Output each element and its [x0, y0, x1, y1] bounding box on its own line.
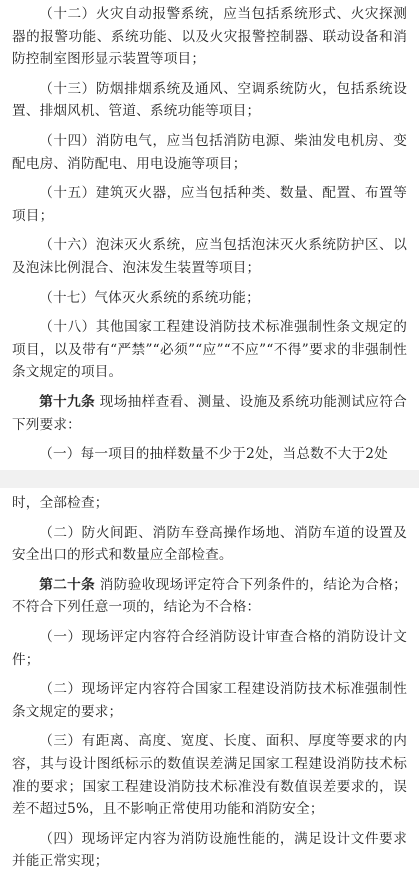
page-separator	[0, 470, 419, 488]
paragraph-article-19-item-2: （二）防火间距、消防车登高操作场地、消防车道的设置及安全出口的形式和数量应全部检查。	[12, 524, 407, 564]
paragraph-item-17: （十七）气体灭火系统的系统功能；	[39, 289, 260, 306]
paragraph-article-20-item-3: （三）有距离、高度、宽度、长度、面积、厚度等要求的内容，其与设计图纸标示的数值误差满足国家工程建设消防技术标准的要求；国家工程建设消防技术标准没有数值误差要求的，误差不超过5%，且不影响正常使用功能和消防安全；	[12, 733, 407, 818]
paragraph-article-19-item-1-start: （一）每一项目的抽样数量不少于2处，当总数不大于2处	[39, 446, 388, 463]
article-20-text: 消防验收现场评定符合下列条件的，结论为合格；不符合下列任意一项的，结论为不合格：	[12, 576, 407, 616]
article-19-number: 第十九条	[39, 393, 96, 410]
paragraph-item-15: （十五）建筑灭火器，应当包括种类、数量、配置、布置等项目；	[12, 185, 407, 224]
paragraph-item-14: （十四）消防电气，应当包括消防电源、柴油发电机房、变配电房、消防配电、用电设施等项目；	[12, 132, 407, 172]
paragraph-article-19-item-1-end: 时，全部检查；	[12, 495, 109, 511]
document-page-bottom	[0, 488, 419, 877]
paragraph-article-20-item-1: （一）现场评定内容符合经消防设计审查合格的消防设计文件；	[12, 628, 407, 668]
paragraph-article-20	[12, 574, 407, 619]
paragraph-item-12: （十二）火灾自动报警系统，应当包括系统形式、火灾探测器的报警功能、系统功能、以及火灾报警控制器、联动设备和消防控制室图形显示装置等项目；	[12, 6, 407, 68]
paragraph-item-16: （十六）泡沫灭火系统，应当包括泡沫灭火系统防护区、以及泡沫比例混合、泡沫发生装置等项目；	[12, 237, 407, 276]
paragraph-article-20-item-2: （二）现场评定内容符合国家工程建设消防技术标准强制性条文规定的要求；	[12, 681, 407, 720]
paragraph-item-13: （十三）防烟排烟系统及通风、空调系统防火，包括系统设置、排烟风机、管道、系统功能等项目；	[12, 80, 407, 120]
paragraph-article-20-item-4: （四）现场评定内容为消防设施性能的，满足设计文件要求并能正常实现；	[12, 830, 407, 870]
paragraph-item-18: （十八）其他国家工程建设消防技术标准强制性条文规定的项目，以及带有“严禁”“必须”“应”“不应”“不得”要求的非强制性条文规定的项目。	[12, 319, 407, 381]
article-19-text: 现场抽样查看、测量、设施及系统功能测试应符合下列要求：	[12, 393, 407, 433]
paragraph-article-19	[12, 391, 407, 436]
page-bottom-content	[0, 488, 419, 873]
article-20-number: 第二十条	[39, 576, 96, 593]
